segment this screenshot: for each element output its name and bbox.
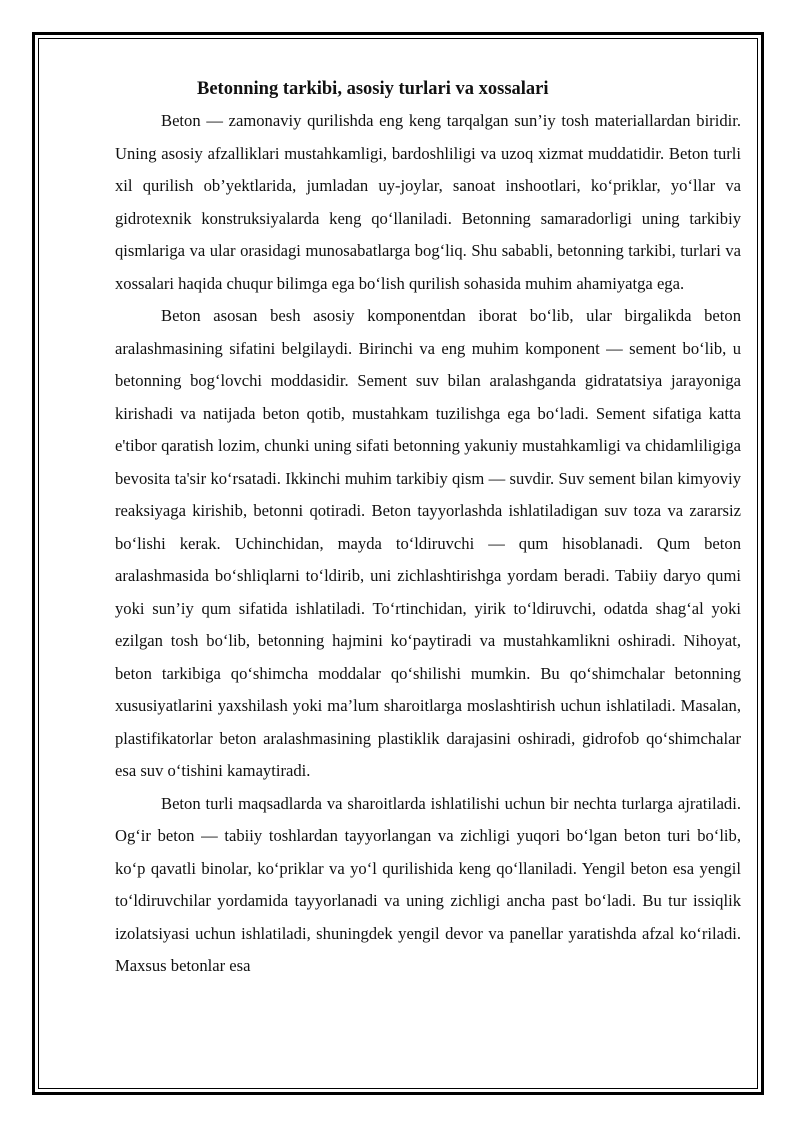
- paragraph-types: Beton turli maqsadlarda va sharoitlarda ishlatilishi uchun bir nechta turlarga ajratiladi. Og‘ir beton — tabiiy toshlardan tayyorlangan va zichligi yuqori bo‘lgan beton turi bo‘lib, ko‘p qavatli binolar, ko‘priklar va yo‘l qurilishida keng qo‘llaniladi. Yengil beton esa yengil to‘ldiruvchilar yordamida tayyorlanadi va uning zichligi ancha past bo‘ladi. Bu tur issiqlik izolatsiyasi uchun ishlatiladi, shuningdek yengil devor va panellar yaratishda afzal ko‘riladi. Maxsus betonlar esa: [115, 793, 741, 975]
- document-title: Betonning tarkibi, asosiy turlari va xossalari: [197, 79, 549, 99]
- document-body: [115, 76, 741, 983]
- paragraph-introduction: Beton — zamonaviy qurilishda eng keng tarqalgan sun’iy tosh materiallardan biridir. Uning asosiy afzalliklari mustahkamligi, bardoshliligi va uzoq xizmat muddatidir. Beton turli xil qurilish ob’yektlarida, jumladan uy-joylar, sanoat inshootlari, ko‘priklar, yo‘llar va gidrotexnik konstruksiyalarda keng qo‘llaniladi. Betonning samaradorligi uning tarkibiy qismlariga va ular orasidagi munosabatlarga bog‘liq. Shu sababli, betonning tarkibi, turlari va xossalari haqida chuqur bilimga ega bo‘lish qurilish sohasida muhim ahamiyatga ega.: [115, 111, 741, 293]
- paragraph-components: Beton asosan besh asosiy komponentdan iborat bo‘lib, ular birgalikda beton aralashmasining sifatini belgilaydi. Birinchi va eng muhim komponent — sement bo‘lib, u betonning bog‘lovchi moddasidir. Sement suv bilan aralashganda gidratatsiya jarayoniga kirishadi va natijada beton qotib, mustahkam tuzilishga ega bo‘ladi. Sement sifatiga katta e'tibor qaratish lozim, chunki uning sifati betonning yakuniy mustahkamligi va chidamliligiga bevosita ta'sir ko‘rsatadi. Ikkinchi muhim tarkibiy qism — suvdir. Suv sement bilan kimyoviy reaksiyaga kirishib, betonni qotiradi. Beton tayyorlashda ishlatiladigan suv toza va zararsiz bo‘lishi kerak. Uchinchidan, mayda to‘ldiruvchi — qum hisoblanadi. Qum beton aralashmasida bo‘shliqlarni to‘ldirib, uni zichlashtirishga yordam beradi. Tabiiy daryo qumi yoki sun’iy qum sifatida ishlatiladi. To‘rtinchidan, yirik to‘ldiruvchi, odatda shag‘al yoki ezilgan tosh bo‘lib, betonning hajmini ko‘paytiradi va mustahkamlikni oshiradi. Nihoyat, beton tarkibiga qo‘shimcha moddalar qo‘shilishi mumkin. Bu qo‘shimchalar betonning xususiyatlarini yaxshilash yoki ma’lum sharoitlarga moslashtirish uchun ishlatiladi. Masalan, plastifikatorlar beton aralashmasining plastiklik darajasini oshiradi, gidrofob qo‘shimchalar esa suv o‘tishini kamaytiradi.: [115, 306, 741, 780]
